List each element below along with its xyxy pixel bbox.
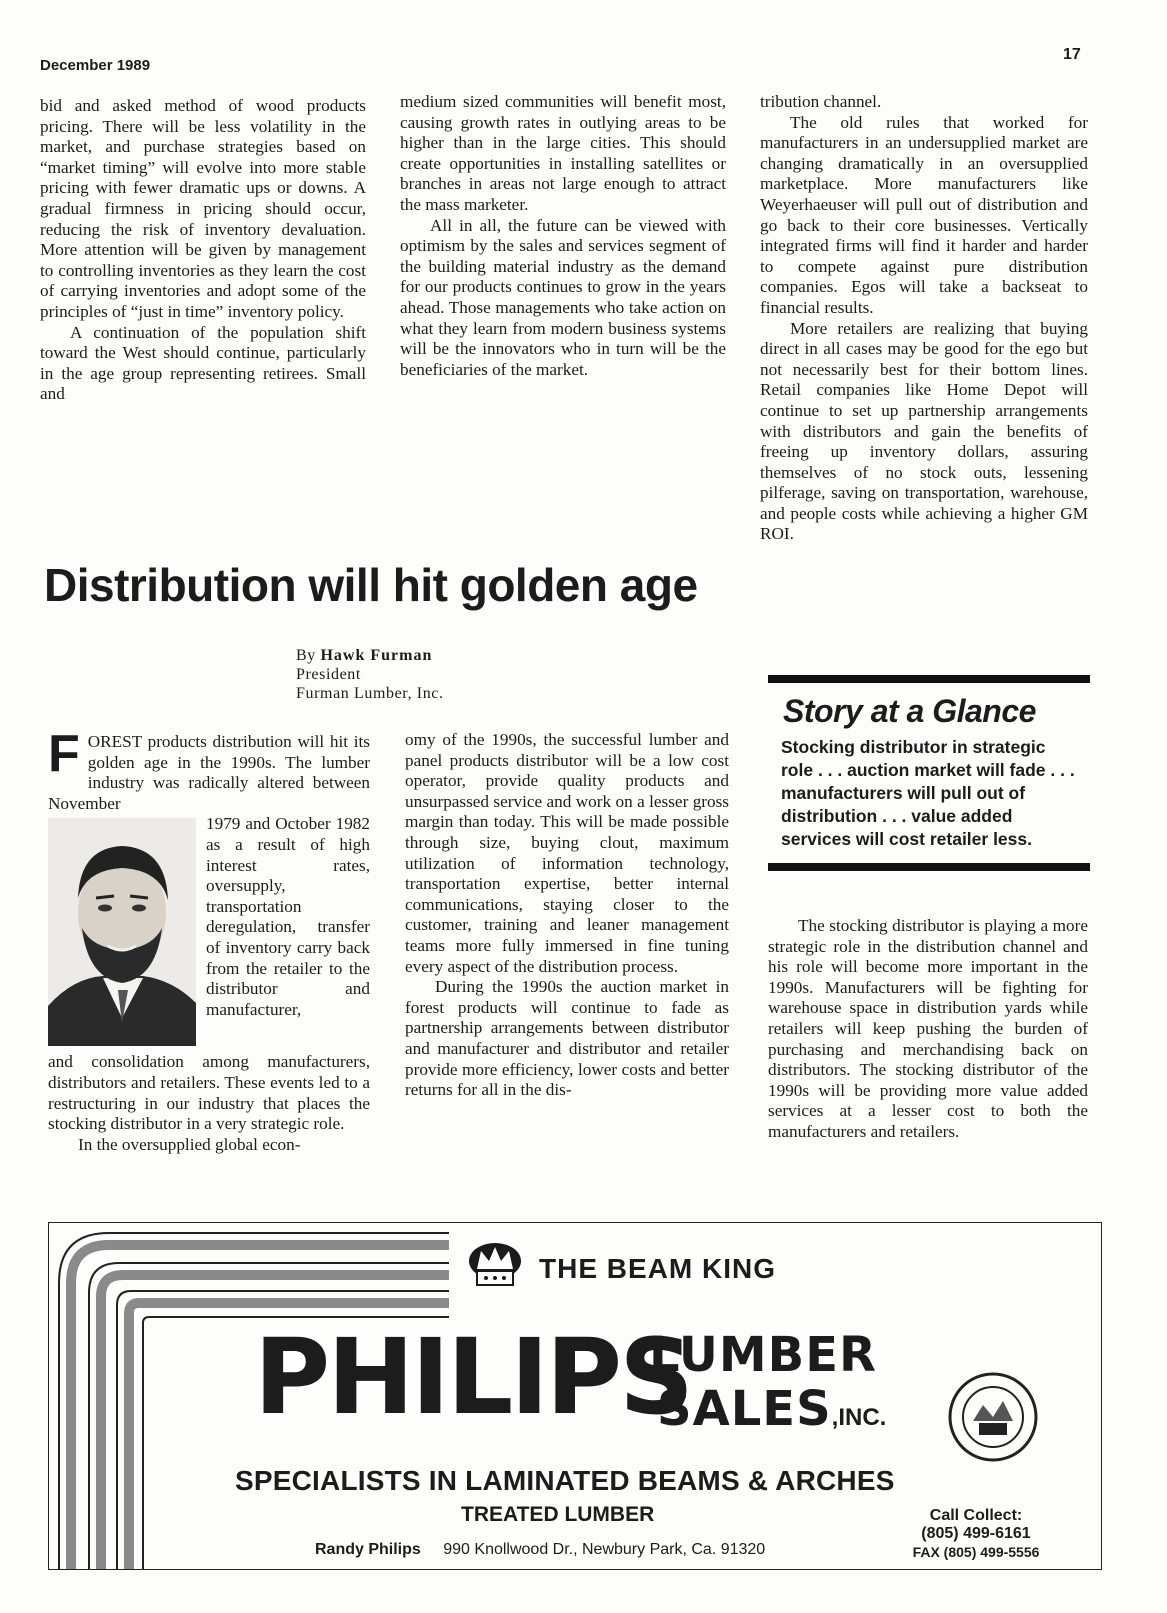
ad-call-label: Call Collect:	[929, 1507, 1023, 1524]
main-article-col2	[405, 730, 729, 1101]
paragraph: The stocking distributor is playing a more strategic role in the distribution channel and his role will become more important in the 1990s. Manufacturers will be fighting for warehouse space in distribution yards while retailers will keep pushing the burden of purchasing and merchandising back on distributors. The stocking distributor of the 1990s will be providing more value added services at a lesser cost to both the manufacturers and retailers.	[768, 916, 1088, 1141]
ad-phone: (805) 499-6161	[921, 1525, 1031, 1542]
author-name: Hawk Furman	[320, 647, 433, 664]
glance-top-rule	[768, 675, 1090, 683]
ad-address: 990 Knollwood Dr., Newbury Park, Ca. 91320	[443, 1541, 766, 1558]
glance-bottom-rule	[768, 863, 1090, 871]
ad-tagline: THE BEAM KING	[539, 1253, 776, 1284]
advertisement	[48, 1222, 1102, 1570]
ad-contact	[315, 1541, 765, 1559]
paragraph: A continuation of the population shift toward the West should continue, particularly in the age group representing retirees. Small and	[40, 322, 366, 404]
lead-text: OREST products distribution will hit its golden age in the 1990s. The lumber industry was radically altered between November	[48, 732, 370, 813]
byline	[296, 646, 444, 703]
author-company: Furman Lumber, Inc.	[296, 685, 444, 702]
author-title: President	[296, 666, 361, 683]
ad-contact-name: Randy Philips	[315, 1541, 421, 1558]
issue-date: December 1989	[40, 57, 151, 74]
crown-icon	[467, 1241, 523, 1289]
glance-title: Story at a Glance	[783, 693, 1036, 729]
wrap-text: 1979 and October 1982 as a result of high interest rates, oversupply, transportation deregulation, transfer of inventory carry back from the retailer to the distributor and manufacturer,	[206, 814, 370, 1019]
paragraph: bid and asked method of wood products pricing. There will be less volatility in the market, and purchase strategies based on “market timing” will evolve into more stable pricing with fewer dramatic ups or downs. A gradual firmness in pricing should occur, reducing the risk of inventory devaluation. More attention will be given by management to controlling inventories as they learn the cost of carrying inventories and adopt some of the principles of “just in time” inventory policy.	[40, 96, 366, 321]
ad-brand: PHILIPS	[254, 1316, 692, 1438]
paragraph: and consolidation among manufacturers, distributors and retailers. These events led to a restructuring in our industry that places the stocking distributor in a very strategic role.	[48, 1052, 370, 1134]
ad-treated: TREATED LUMBER	[461, 1503, 655, 1526]
paragraph: The old rules that worked for manufacturers in an undersupplied market are changing dramatically in an oversupplied marketplace. More manufacturers like Weyerhaeuser will pull out of distribution and go back to their core businesses. Vertically integrated firms will find it harder and harder to compete against pure distribution companies. Egos will take a backseat to financial results.	[760, 112, 1088, 317]
top-article-col2	[400, 92, 726, 380]
paragraph: More retailers are realizing that buying direct in all cases may be good for the ego but not necessarily best for their bottom lines. Retail companies like Home Depot will continue to set up partnership arrangements with distributors and gain the benefits of freeing up inventory dollars, assuring themselves of no stock outs, lessening pilferage, saving on transportation, warehouse, and people costs while achieving a higher GM ROI.	[760, 318, 1088, 544]
ad-specialty: SPECIALISTS IN LAMINATED BEAMS & ARCHES	[235, 1465, 895, 1496]
ad-brand-sales: SALES	[657, 1381, 832, 1437]
page-number: 17	[1063, 46, 1081, 63]
paragraph: During the 1990s the auction market in forest products will continue to fade as partnership arrangements between distributor and manufacturer and distributor and retailer provide more efficiency, lower costs and better returns for all in the dis-	[405, 977, 729, 1100]
byline-by: By	[296, 647, 316, 664]
glance-summary: Stocking distributor in strategic role . . . auction market will fade . . . manufacturers will pull out of distribution . . . value added services will cost retailer less.	[781, 737, 1075, 849]
article-headline: Distribution will hit golden age	[44, 559, 698, 611]
ad-brand-sales-line	[657, 1381, 887, 1437]
dropcap: F	[48, 725, 80, 783]
ad-brand-lumber: LUMBER	[649, 1327, 877, 1383]
right-column	[760, 92, 1088, 545]
ad-brand-suffix: ,INC.	[831, 1404, 887, 1431]
top-article-col1	[40, 96, 366, 405]
paragraph: medium sized communities will benefit most, causing growth rates in outlying areas to be higher than in the large cities. This should create opportunities in installing satellites or branches in areas not large enough to attract the mass marketer.	[400, 92, 726, 214]
paragraph: omy of the 1990s, the successful lumber and panel products distributor will be a low cost operator, provide quality products and unsurpassed service and work on a lesser gross margin than today. This will be made possible through size, buying clout, maximum utilization of information technology, transportation expertise, better internal communications, staying closer to the customer, training and leaner management teams more fully immersed in fine tuning every aspect of the distribution process.	[405, 730, 729, 976]
glance-body	[768, 916, 1088, 1143]
author-photo	[48, 818, 196, 1046]
main-article-col1	[48, 725, 370, 1155]
paragraph: All in all, the future can be viewed with optimism by the sales and services segment of the building material industry as the demand for our products continues to grow in the years ahead. Those managements who take action on what they learn from modern business systems will be the innovators who in turn will be the beneficiaries of the market.	[400, 215, 726, 379]
association-seal-icon	[947, 1371, 1039, 1463]
paragraph: tribution channel.	[760, 92, 882, 111]
ad-fax: FAX (805) 499-5556	[912, 1544, 1040, 1560]
ad-call-block	[891, 1507, 1061, 1561]
paragraph: In the oversupplied global econ-	[78, 1134, 301, 1154]
